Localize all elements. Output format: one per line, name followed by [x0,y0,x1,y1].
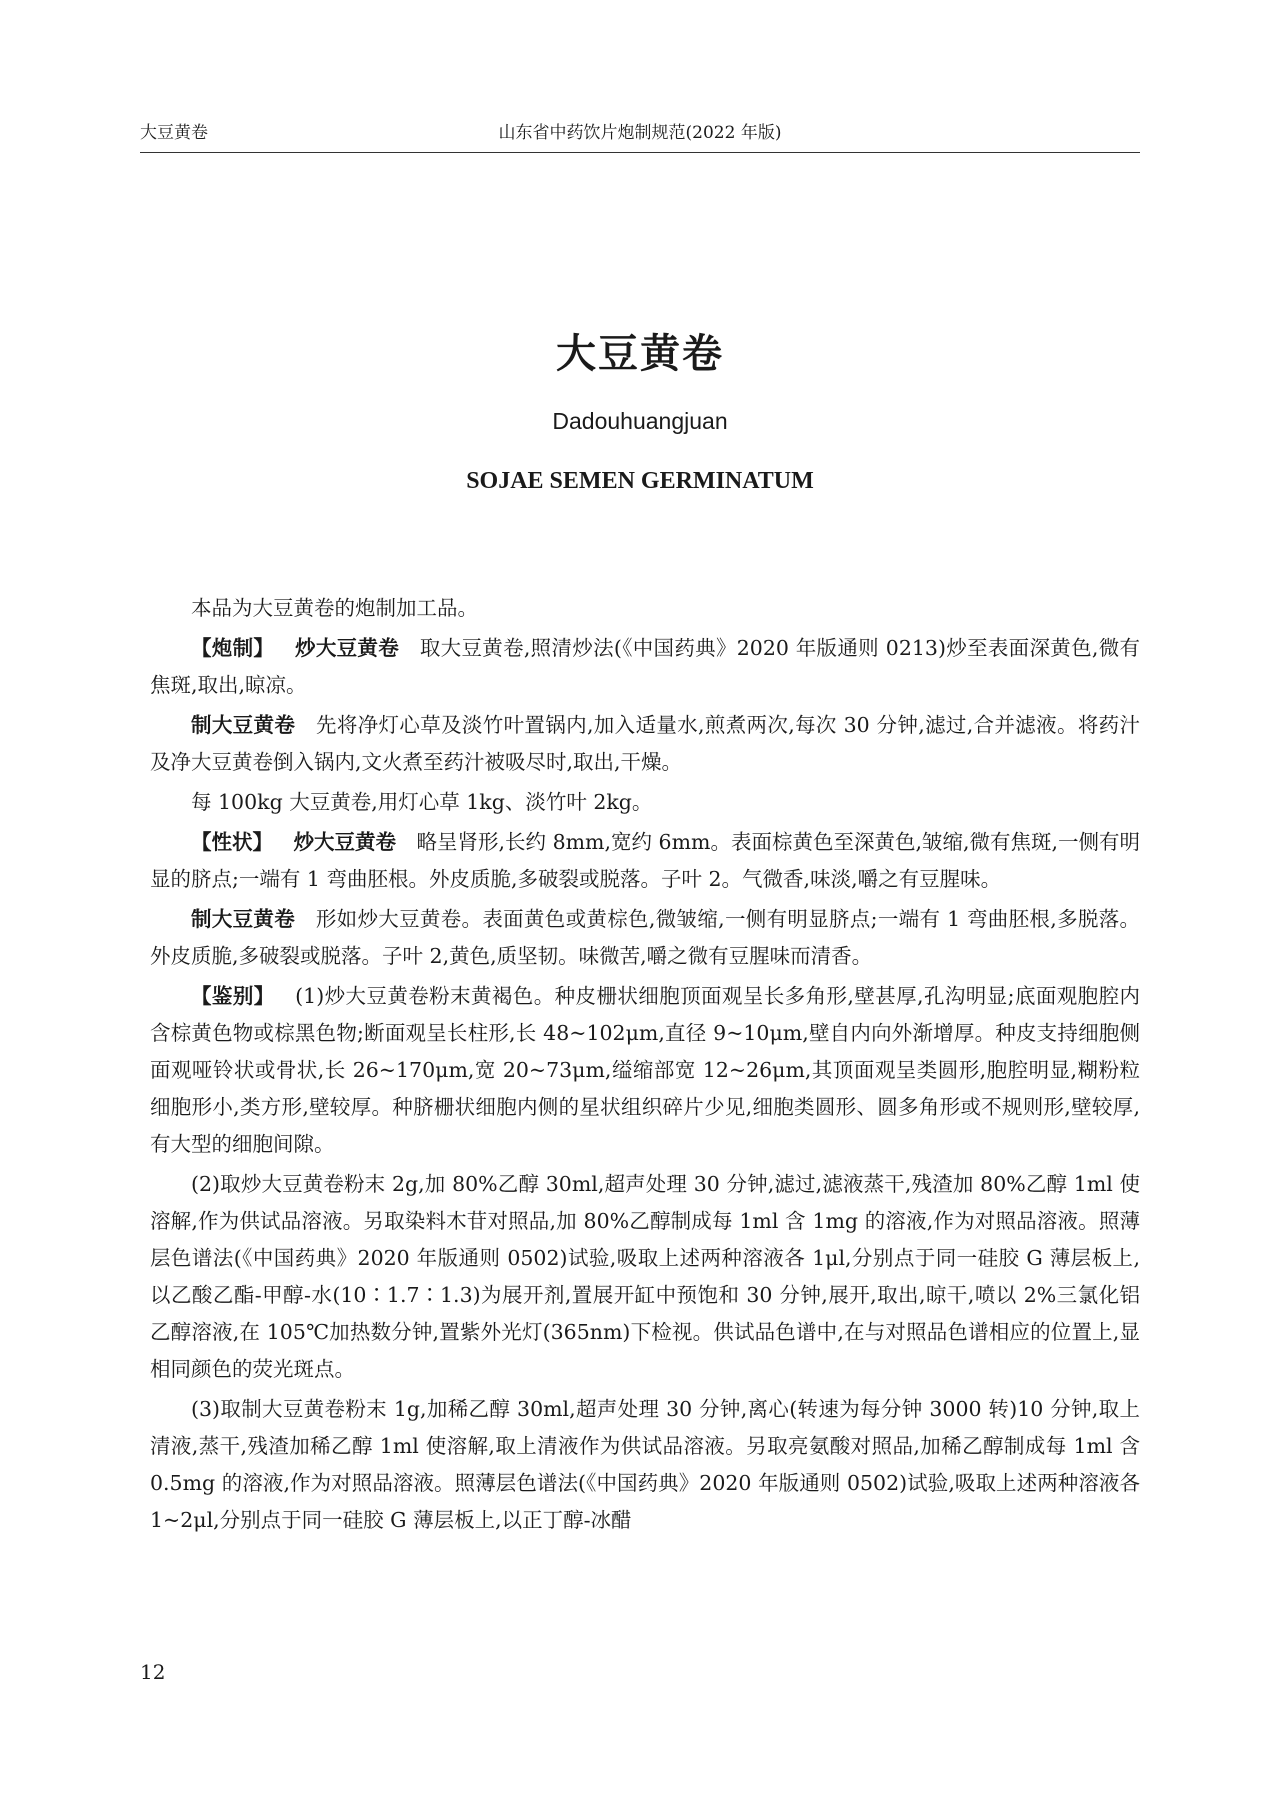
monograph-body [150,590,1140,1542]
identification-1-text: (1)炒大豆黄卷粉末黄褐色。种皮栅状细胞顶面观呈长多角形,壁甚厚,孔沟明显;底面观胞腔内含棕黄色物或棕黑色物;断面观呈长柱形,长 48~102μm,直径 9~10μm,壁自内向外渐增厚。种皮支持细胞侧面观哑铃状或骨状,长 26~170μm,宽 20~73μm,缢缩部宽 12~26μm,其顶面观呈类圆形,胞腔明显,糊粉粒细胞形小,类方形,壁较厚。种脐栅状细胞内侧的星状组织碎片少见,细胞类圆形、圆多角形或不规则形,壁较厚,有大型的细胞间隙。 [150,984,1141,1156]
header-book-title: 山东省中药饮片炮制规范(2022 年版) [498,123,782,143]
processing-fried-text: 取大豆黄卷,照清炒法(《中国药典》2020 年版通则 0213)炒至表面深黄色,微有焦斑,取出,晾凉。 [150,636,1141,697]
page-number: 12 [140,1660,166,1684]
header-section-name: 大豆黄卷 [140,123,208,143]
subheading-fried: 炒大豆黄卷 [294,636,400,660]
description-fried-text: 略呈肾形,长约 8mm,宽约 6mm。表面棕黄色至深黄色,皱缩,微有焦斑,一侧有明显的脐点;一端有 1 弯曲胚根。外皮质脆,多破裂或脱落。子叶 2。气微香,味淡,嚼之有豆腥味。 [150,830,1141,891]
pinyin-name: Dadouhuangjuan [552,408,728,434]
subheading-prepared-description: 制大豆黄卷 [191,907,296,931]
description-prepared-text: 形如炒大豆黄卷。表面黄色或黄棕色,微皱缩,一侧有明显脐点;一端有 1 弯曲胚根,多脱落。外皮质脆,多破裂或脱落。子叶 2,黄色,质坚韧。味微苦,嚼之微有豆腥味而清香。 [150,907,1141,968]
ratio-paragraph: 每 100kg 大豆黄卷,用灯心草 1kg、淡竹叶 2kg。 [191,790,653,814]
page-title: 大豆黄卷 [556,331,724,377]
section-label-description: 【性状】 [191,830,274,854]
section-label-processing: 【炮制】 [191,636,275,660]
processing-prepared-text: 先将净灯心草及淡竹叶置锅内,加入适量水,煎煮两次,每次 30 分钟,滤过,合并滤液。将药汁及净大豆黄卷倒入锅内,文火煮至药汁被吸尽时,取出,干燥。 [150,713,1141,774]
latin-name: SOJAE SEMEN GERMINATUM [466,468,814,494]
identification-paragraph-1 [150,978,1140,1163]
intro-paragraph: 本品为大豆黄卷的炮制加工品。 [191,596,478,620]
description-paragraph [150,824,1140,898]
subheading-fried-description: 炒大豆黄卷 [293,830,397,854]
section-label-identification: 【鉴别】 [191,984,275,1008]
description-prepared-paragraph [150,901,1140,975]
identification-paragraph-2: (2)取炒大豆黄卷粉末 2g,加 80%乙醇 30ml,超声处理 30 分钟,滤过,滤液蒸干,残渣加 80%乙醇 1ml 使溶解,作为供试品溶液。另取染料木苷对照品,加 80%乙醇制成每 1ml 含 1mg 的溶液,作为对照品溶液。照薄层色谱法(《中国药典》2020 年版通则 0502)试验,吸取上述两种溶液各 1μl,分别点于同一硅胶 G 薄层板上,以乙酸乙酯-甲醇-水(10∶1.7∶1.3)为展开剂,置展开缸中预饱和 30 分钟,展开,取出,晾干,喷以 2%三氯化铝乙醇溶液,在 105℃加热数分钟,置紫外光灯(365nm)下检视。供试品色谱中,在与对照品色谱相应的位置上,显相同颜色的荧光斑点。 [150,1172,1140,1381]
processing-prepared-paragraph [150,707,1140,781]
running-header [140,112,1140,153]
identification-paragraph-3: (3)取制大豆黄卷粉末 1g,加稀乙醇 30ml,超声处理 30 分钟,离心(转速为每分钟 3000 转)10 分钟,取上清液,蒸干,残渣加稀乙醇 1ml 使溶解,取上清液作为供试品溶液。另取亮氨酸对照品,加稀乙醇制成每 1ml 含 0.5mg 的溶液,作为对照品溶液。照薄层色谱法(《中国药典》2020 年版通则 0502)试验,吸取上述两种溶液各 1~2μl,分别点于同一硅胶 G 薄层板上,以正丁醇-冰醋 [150,1397,1140,1532]
subheading-prepared: 制大豆黄卷 [191,713,296,737]
processing-paragraph [150,630,1140,704]
